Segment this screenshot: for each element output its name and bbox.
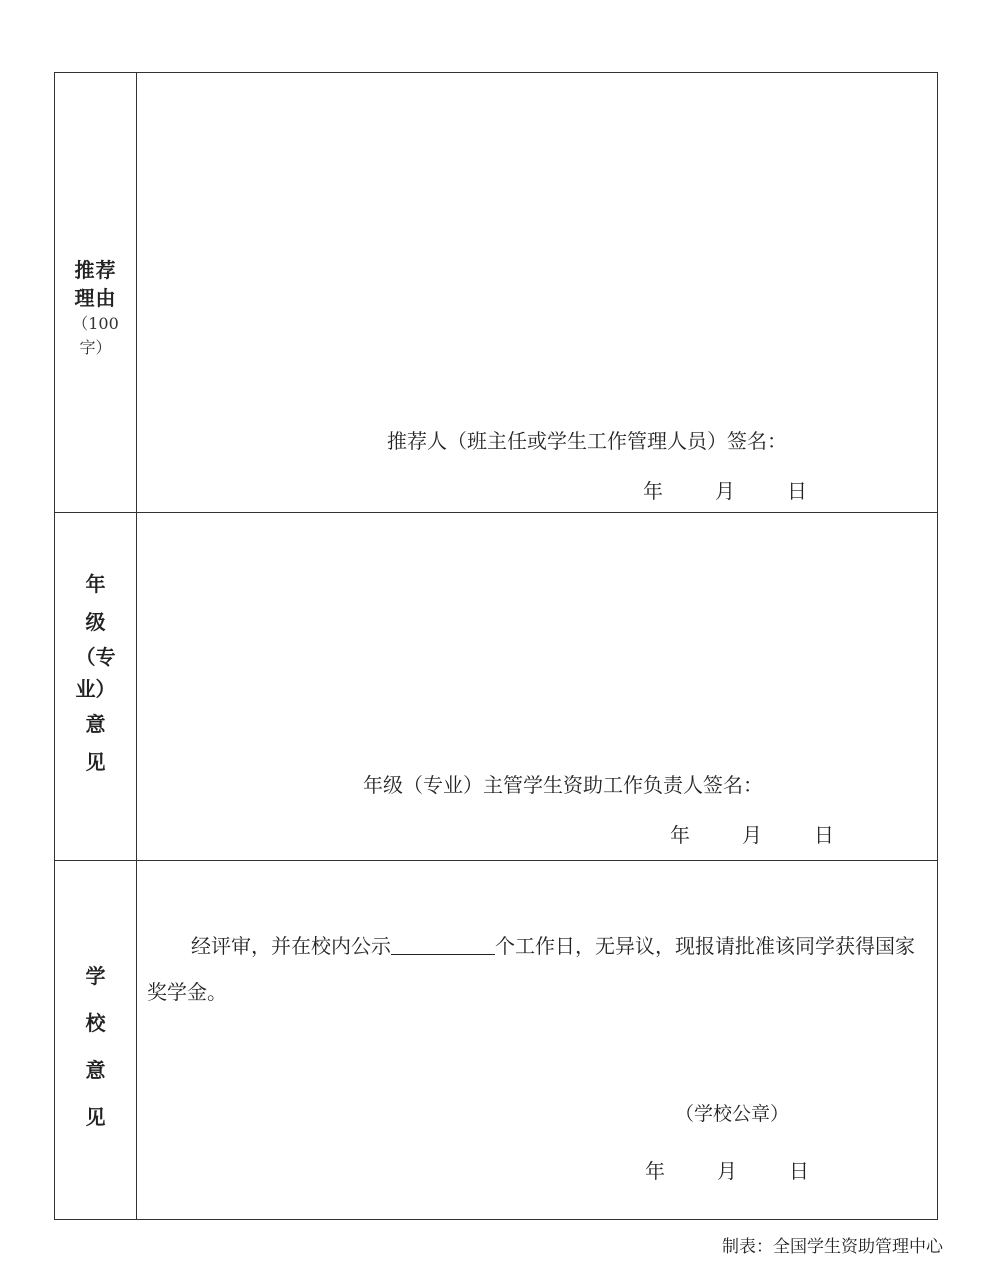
date-day: 日: [787, 479, 807, 503]
school-label-char: 见: [85, 1105, 106, 1129]
date-year: 年: [645, 1159, 665, 1183]
school-opinion-label: [55, 953, 136, 1141]
recommendation-label: [55, 256, 136, 360]
recommendation-word-limit: （100: [72, 314, 119, 333]
form-footer: 制表：全国学生资助管理中心: [722, 1237, 943, 1257]
grade-opinion-label-cell: [55, 513, 137, 860]
date-month: 月: [715, 479, 735, 503]
school-opinion-row: [55, 861, 937, 1219]
school-opinion-text: [147, 923, 925, 1015]
recommendation-label-cell: [55, 73, 137, 512]
grade-label-char: 见: [85, 750, 106, 774]
recommendation-label-line1: 推荐: [74, 258, 117, 282]
recommendation-label-line2: 理由: [74, 286, 117, 310]
school-label-char: 校: [85, 1011, 106, 1035]
recommendation-row: [55, 73, 937, 513]
date-month: 月: [717, 1159, 737, 1183]
grade-opinion-content-cell[interactable]: [137, 513, 937, 860]
school-opinion-text-part1: 经评审，并在校内公示: [191, 934, 391, 958]
recommendation-content-cell[interactable]: [137, 73, 937, 512]
date-year: 年: [670, 823, 690, 847]
grade-opinion-row: [55, 513, 937, 861]
grade-opinion-label: [55, 565, 136, 781]
date-year: 年: [643, 479, 663, 503]
school-opinion-text-part2: 个工作日，无异议，现报请批准该同学获得国家奖学金。: [147, 934, 915, 1004]
grade-label-char: 意: [85, 712, 106, 736]
date-month: 月: [742, 823, 762, 847]
recommendation-word-limit-unit: 字）: [79, 338, 112, 357]
grade-label-char: （专: [75, 645, 116, 669]
publicity-days-blank[interactable]: [391, 934, 495, 955]
school-opinion-date: [645, 1155, 809, 1184]
school-label-char: 意: [85, 1058, 106, 1082]
grade-label-char: 年: [85, 572, 106, 596]
date-day: 日: [814, 823, 834, 847]
date-day: 日: [789, 1159, 809, 1183]
grade-opinion-date: [670, 819, 834, 848]
school-label-char: 学: [85, 964, 106, 988]
recommendation-date: [643, 475, 807, 504]
school-opinion-label-cell: [55, 861, 137, 1219]
award-form-table: [54, 72, 938, 1220]
recommender-signature-label: 推荐人（班主任或学生工作管理人员）签名：: [387, 429, 787, 453]
school-seal-label: （学校公章）: [675, 1103, 790, 1125]
school-opinion-content-cell: [137, 861, 937, 1219]
grade-label-char: 业）: [75, 677, 116, 701]
grade-signature-label: 年级（专业）主管学生资助工作负责人签名：: [363, 773, 763, 797]
grade-label-char: 级: [85, 610, 106, 634]
